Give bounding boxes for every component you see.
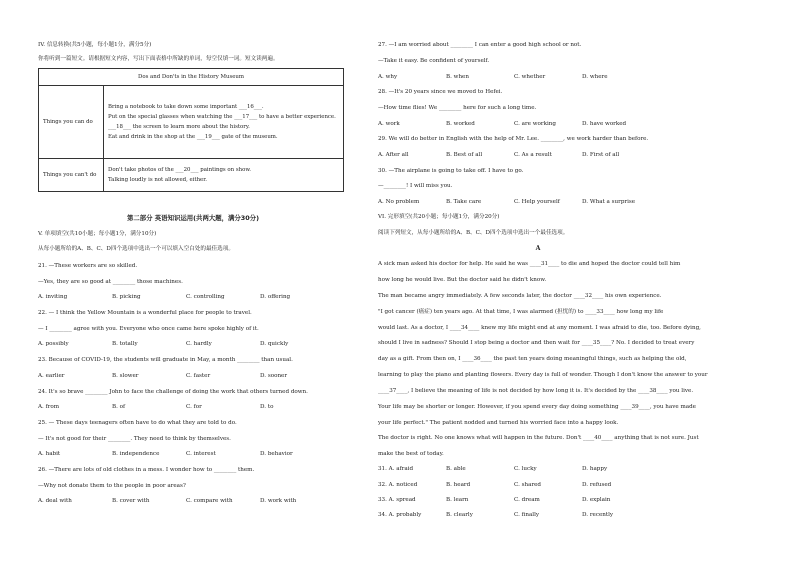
option-a[interactable]: A. earlier xyxy=(38,373,65,379)
question-options xyxy=(378,121,650,128)
passage-line: should I live in sadness? Should I stop being a doctor and then wait for ____35____? No. I decided to treat every xyxy=(378,340,695,346)
option-c[interactable]: C. Help yourself xyxy=(514,199,560,205)
option-c[interactable]: C. As a result xyxy=(514,152,552,158)
row1-content xyxy=(104,86,344,159)
cloze-options-32 xyxy=(378,482,650,489)
question-options xyxy=(38,341,334,348)
option-b[interactable]: B. of xyxy=(112,404,126,410)
option-a[interactable]: A. No problem xyxy=(378,199,420,205)
dos-donts-table xyxy=(38,68,344,192)
option-b[interactable]: B. independence xyxy=(112,451,160,457)
option-a[interactable]: A. why xyxy=(378,74,398,80)
option-d[interactable]: D. to xyxy=(260,404,274,410)
passage-line: A sick man asked his doctor for help. He said he was ____31____ to die and hoped the doctor could tell him xyxy=(378,261,681,267)
question-stem: 27. —I am worried about ________ I can enter a good high school or not. xyxy=(378,42,582,48)
question-stem: 23. Because of COVID-19, the students will graduate in May, a month ________ than usual. xyxy=(38,357,293,363)
row2-label: Things you can't do xyxy=(39,159,104,192)
option-b[interactable]: B. slower xyxy=(112,373,139,379)
question-stem: —________! I will miss you. xyxy=(378,183,453,189)
option-a[interactable]: 33. A. spread xyxy=(378,497,416,503)
option-b[interactable]: B. clearly xyxy=(446,512,473,518)
option-b[interactable]: B. Best of all xyxy=(446,152,483,158)
question-stem: 24. It's so brave ________ John to face the challenge of doing the work that others turned down. xyxy=(38,389,308,395)
option-c[interactable]: C. hardly xyxy=(186,341,212,347)
option-d[interactable]: D. refused xyxy=(582,482,612,488)
question-stem: — It's not good for their ________. They need to think by themselves. xyxy=(38,436,231,442)
part4-instruction: 你将听到一篇短文。请根据短文内容，写出下面表格中所缺的单词，每空仅填一词。短文读两遍。 xyxy=(38,56,279,62)
question-options xyxy=(38,451,334,458)
option-a[interactable]: A. After all xyxy=(378,152,409,158)
option-a[interactable]: 34. A. probably xyxy=(378,512,422,518)
option-b[interactable]: B. cover with xyxy=(112,498,150,504)
question-stem: —Why not donate them to the people in poor areas? xyxy=(38,483,186,489)
option-a[interactable]: A. inviting xyxy=(38,294,68,300)
option-c[interactable]: C. faster xyxy=(186,373,211,379)
passage-line: would last. As a doctor, I ____34____ knew my life might end at any moment. I was afraid to die, too. Before dying, xyxy=(378,325,701,331)
row1-line: Bring a notebook to take down some important ___16___. xyxy=(108,104,264,110)
option-d[interactable]: D. where xyxy=(582,74,608,80)
option-b[interactable]: B. learn xyxy=(446,497,469,503)
option-d[interactable]: D. work with xyxy=(260,498,297,504)
part2-title: 第二部分 英语知识运用(共两大题，满分30分) xyxy=(127,214,259,222)
passage-line: The man became angry immediately. A few seconds later, the doctor ____32____ his own experience. xyxy=(378,293,662,299)
option-b[interactable]: B. picking xyxy=(112,294,141,300)
passage-line: Your life may be shorter or longer. However, if you spend every day doing something ____39____, you have made xyxy=(378,404,696,410)
question-options xyxy=(38,373,334,380)
question-stem: —Take it easy. Be confident of yourself. xyxy=(378,58,490,64)
option-d[interactable]: D. happy xyxy=(582,466,608,472)
question-stem: 26. —There are lots of old clothes in a mess. I wonder how to ________ them. xyxy=(38,467,255,473)
option-d[interactable]: D. quickly xyxy=(260,341,289,347)
passage-line: learning to play the piano and planting flowers. Every day is full of wonder. Though I don't know the answer to your xyxy=(378,372,708,378)
option-d[interactable]: D. sooner xyxy=(260,373,288,379)
row1-line: ___18___ the screen to learn more about the history. xyxy=(108,124,250,130)
option-c[interactable]: C. shared xyxy=(514,482,542,488)
question-options xyxy=(378,152,650,159)
question-stem: 25. — These days teenagers often have to do what they are told to do. xyxy=(38,420,237,426)
option-a[interactable]: A. deal with xyxy=(38,498,72,504)
option-d[interactable]: D. offering xyxy=(260,294,291,300)
option-a[interactable]: 32. A. noticed xyxy=(378,482,418,488)
part5-instruction: 从每小题所给的A、B、C、D四个选项中选出一个可以填入空白处的最佳选项。 xyxy=(38,246,234,252)
question-stem: — I ________ agree with you. Everyone who once came here spoke highly of it. xyxy=(38,326,259,332)
row2-content xyxy=(104,159,344,192)
question-options xyxy=(38,498,334,505)
option-b[interactable]: B. totally xyxy=(112,341,138,347)
option-c[interactable]: C. dream xyxy=(514,497,540,503)
row2-line: Talking loudly is not allowed, either. xyxy=(108,177,207,183)
question-options xyxy=(38,294,334,301)
question-stem: 29. We will do better in English with the help of Mr. Lee. ________, we work harder than before. xyxy=(378,136,649,142)
option-d[interactable]: D. First of all xyxy=(582,152,620,158)
option-a[interactable]: 31. A. afraid xyxy=(378,466,414,472)
part4-header: IV. 信息转换(共5小题，每小题1分，满分5分) xyxy=(38,42,152,48)
row1-line: Put on the special glasses when watching the ___17___ to have a better experience. xyxy=(108,114,336,120)
question-stem: —Yes, they are so good at ________ those machines. xyxy=(38,279,183,285)
cloze-options-34 xyxy=(378,512,650,519)
row2-line: Don't take photos of the ___20___ paintings on show. xyxy=(108,167,252,173)
part6-instruction: 阅读下列短文，从每小题所给的A、B、C、D四个选项中选出一个最佳选项。 xyxy=(378,230,569,236)
part5-header: V. 单项填空(共10小题；每小题1分，满分10分) xyxy=(38,231,157,237)
option-c[interactable]: C. interest xyxy=(186,451,216,457)
option-b[interactable]: B. when xyxy=(446,74,469,80)
option-c[interactable]: C. finally xyxy=(514,512,540,518)
option-b[interactable]: B. able xyxy=(446,466,466,472)
passage-line: day as a gift. From then on, I ____36____ the past ten years doing meaningful things, such as helping the old, xyxy=(378,356,687,362)
option-c[interactable]: C. are working xyxy=(514,121,556,127)
question-stem: —How time flies! We ________ here for such a long time. xyxy=(378,105,537,111)
question-stem: 28. —It's 20 years since we moved to Hefei. xyxy=(378,89,503,95)
cloze-options-33 xyxy=(378,497,650,504)
passage-line: ____37____, I believe the meaning of life is not decided by how long it is. It's decided by the ____38____ you live. xyxy=(378,388,694,394)
option-d[interactable]: D. explain xyxy=(582,497,611,503)
cloze-options-31 xyxy=(378,466,650,473)
option-a[interactable]: A. possibly xyxy=(38,341,69,347)
option-a[interactable]: A. from xyxy=(38,404,60,410)
option-d[interactable]: D. recently xyxy=(582,512,614,518)
question-stem: 30. —The airplane is going to take off. I have to go. xyxy=(378,168,524,174)
question-stem: 21. —These workers are so skilled. xyxy=(38,263,138,269)
question-options xyxy=(38,404,334,411)
option-c[interactable]: C. compare with xyxy=(186,498,233,504)
question-options xyxy=(378,199,650,206)
option-a[interactable]: A. habit xyxy=(38,451,61,457)
option-a[interactable]: A. work xyxy=(378,121,400,127)
option-d[interactable]: D. behavior xyxy=(260,451,293,457)
option-b[interactable]: B. Take care xyxy=(446,199,482,205)
part6-header: VI. 完形填空(共20小题；每小题1分，满分20分) xyxy=(378,214,500,220)
row1-line: Eat and drink in the shop at the ___19___ gate of the museum. xyxy=(108,134,278,140)
option-c[interactable]: C. lucky xyxy=(514,466,537,472)
row1-label: Things you can do xyxy=(39,86,104,159)
passage-line: how long he would live. But the doctor said he didn't know. xyxy=(378,277,547,283)
question-options xyxy=(378,74,650,81)
passage-line: your life perfect." The patient nodded and turned his worried face into a happy look. xyxy=(378,420,619,426)
option-d[interactable]: D. What a surprise xyxy=(582,199,636,205)
question-stem: 22. — I think the Yellow Mountain is a wonderful place for people to travel. xyxy=(38,310,252,316)
passage-line: The doctor is right. No one knows what will happen in the future. Don't ____40____ anything that is not sure. Just xyxy=(378,435,699,441)
option-c[interactable]: C. for xyxy=(186,404,202,410)
table-title: Dos and Don'ts in the History Museum xyxy=(39,69,344,86)
option-c[interactable]: C. whether xyxy=(514,74,546,80)
passage-label: A xyxy=(535,245,541,252)
option-d[interactable]: D. have worked xyxy=(582,121,627,127)
passage-line: make the best of today. xyxy=(378,451,444,457)
option-b[interactable]: B. heard xyxy=(446,482,471,488)
option-c[interactable]: C. controlling xyxy=(186,294,225,300)
passage-line: "I got cancer (癌症) ten years ago. At that time, I was alarmed (担忧的) to ____33____ how long my life xyxy=(378,309,664,315)
option-b[interactable]: B. worked xyxy=(446,121,475,127)
